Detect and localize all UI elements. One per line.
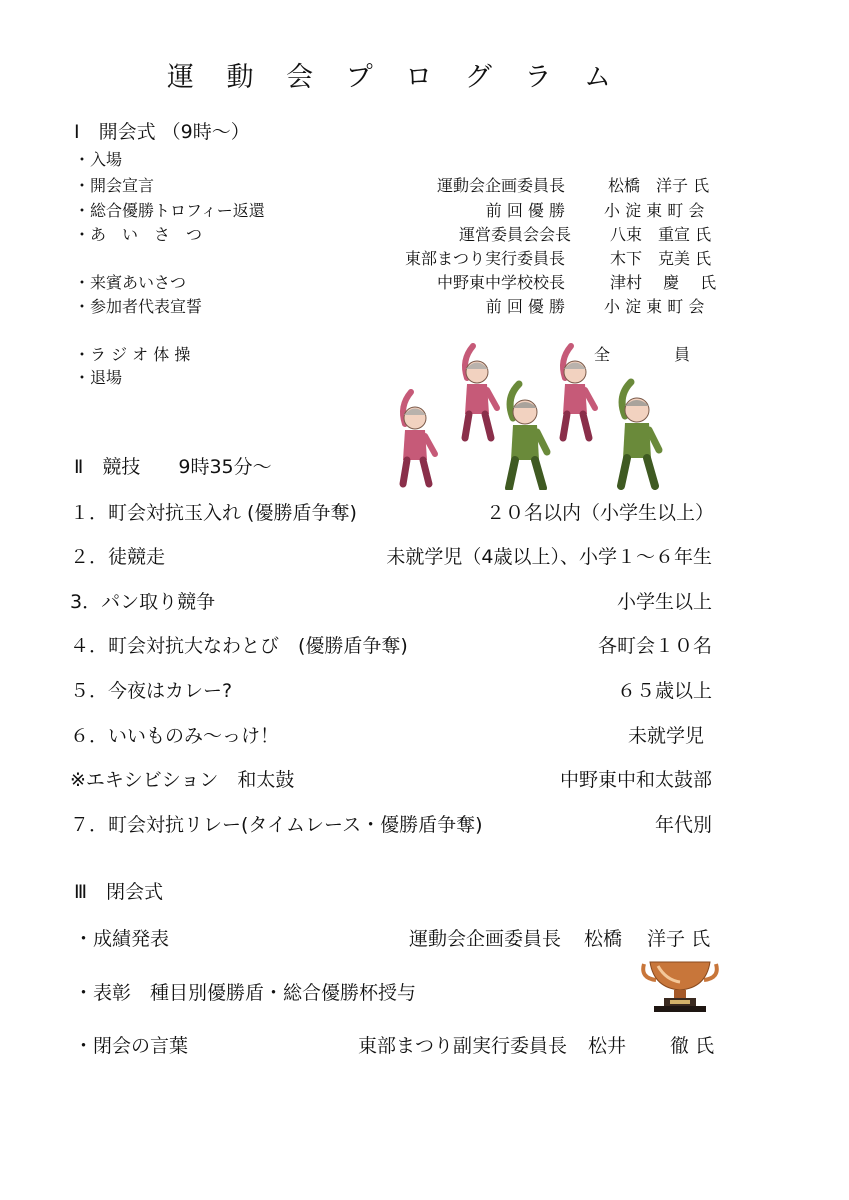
closing-item-role: 運動会企画委員長 xyxy=(408,928,561,950)
competition-heading: Ⅱ 競技 9時35分～ xyxy=(74,456,272,478)
closing-item-label: ・表彰 種目別優勝盾・総合優勝杯授与 xyxy=(74,982,417,1004)
opening-item-label: ・総合優勝トロフィー返還 xyxy=(74,201,265,220)
opening-item-role: 東部まつり実行委員長 xyxy=(404,249,565,268)
event-target: ２０名以内（小学生以上） xyxy=(485,502,714,524)
opening-item-label: ・参加者代表宣誓 xyxy=(74,297,203,316)
opening-item-name: 小 淀 東 町 会 xyxy=(604,201,705,220)
opening-item-name: 全 員 xyxy=(594,345,691,364)
opening-item-role: 前 回 優 勝 xyxy=(485,297,565,316)
opening-item-role: 運営委員会会長 xyxy=(458,225,571,244)
opening-item-role: 中野東中学校校長 xyxy=(436,273,565,292)
opening-item-name: 八束 重宣 氏 xyxy=(610,225,712,244)
closing-item-name: 松橋 洋子 氏 xyxy=(584,928,711,950)
event-label: ４．町会対抗大なわとび (優勝盾争奪) xyxy=(70,635,408,657)
opening-item-name: 津村 慶 氏 xyxy=(610,273,717,292)
event-label: ※エキシビション 和太鼓 xyxy=(70,769,295,791)
opening-item-role: 前 回 優 勝 xyxy=(485,201,565,220)
event-target: 中野東中和太鼓部 xyxy=(559,769,712,791)
opening-item-label: ・退場 xyxy=(74,368,123,387)
opening-item-label: ・あ い さ つ xyxy=(74,225,203,244)
closing-item-label: ・閉会の言葉 xyxy=(74,1035,189,1057)
page-title: 運 動 会 プ ロ グ ラ ム xyxy=(166,62,624,93)
opening-item-label: ・入場 xyxy=(74,150,123,169)
closing-item-role: 東部まつり副実行委員長 xyxy=(357,1035,567,1057)
event-label: ６．いいものみ～っけ！ xyxy=(70,725,280,747)
event-label: ７．町会対抗リレー(タイムレース・優勝盾争奪) xyxy=(70,814,483,836)
opening-item-label: ・ラ ジ オ 体 操 xyxy=(74,345,191,364)
event-target: 年代別 xyxy=(654,814,712,836)
event-label: １．町会対抗玉入れ (優勝盾争奪) xyxy=(70,502,357,524)
event-target: 未就学児（4歳以上）、小学１～６年生 xyxy=(386,546,712,568)
closing-item-label: ・成績発表 xyxy=(74,928,170,950)
event-target: 未就学児 xyxy=(627,725,704,747)
opening-item-name: 松橋 洋子 氏 xyxy=(608,176,710,195)
event-target: ６５歳以上 xyxy=(616,680,712,702)
closing-heading: Ⅲ 閉会式 xyxy=(74,881,164,903)
event-label: ２．徒競走 xyxy=(70,546,166,568)
opening-item-label: ・開会宣言 xyxy=(74,176,155,195)
opening-item-name: 小 淀 東 町 会 xyxy=(604,297,705,316)
event-target: 各町会１０名 xyxy=(597,635,712,657)
trophy-icon xyxy=(640,958,720,1014)
opening-item-label: ・来賓あいさつ xyxy=(74,273,187,292)
opening-item-name: 木下 克美 氏 xyxy=(610,249,712,268)
closing-item-name: 松井 徹 氏 xyxy=(588,1035,715,1057)
opening-item-role: 運動会企画委員長 xyxy=(436,176,565,195)
opening-heading: Ⅰ 開会式 （9時～） xyxy=(74,121,250,143)
event-label: 3．パン取り競争 xyxy=(70,591,216,613)
event-label: ５．今夜はカレー? xyxy=(70,680,233,702)
elderly-people-stretching-illustration xyxy=(385,338,665,490)
event-target: 小学生以上 xyxy=(616,591,712,613)
